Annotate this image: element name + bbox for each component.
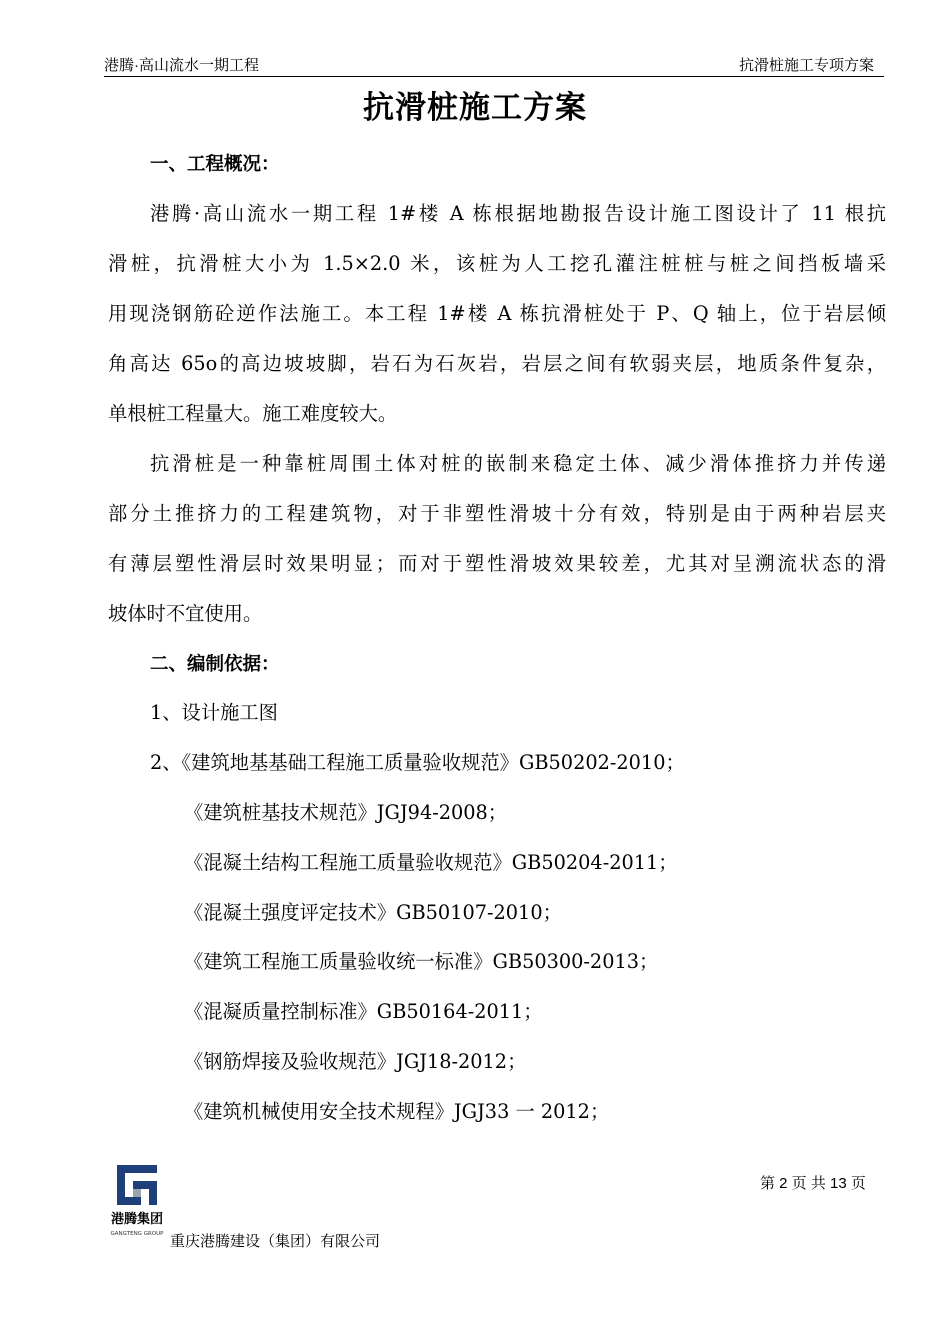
section-heading-basis: 二、编制依据：	[150, 654, 280, 675]
logo-subtext: GANGTENG GROUP	[110, 1231, 164, 1237]
paragraph-line: 用现浇钢筋砼逆作法施工。本工程 1#楼 A 栋抗滑桩处于 P、Q 轴上，位于岩层倾	[108, 302, 886, 325]
basis-item: 2、《建筑地基基础工程施工质量验收规范》GB50202-2010；	[150, 751, 685, 774]
reference-item: 《建筑工程施工质量验收统一标准》GB50300-2013；	[184, 950, 659, 973]
paragraph-line: 坡体时不宜使用。	[108, 602, 263, 625]
company-logo	[103, 1163, 171, 1245]
header-doc-title: 抗滑桩施工专项方案	[738, 57, 874, 74]
document-title: 抗滑桩施工方案	[363, 90, 587, 126]
paragraph-line: 滑桩，抗滑桩大小为 1.5×2.0 米，该桩为人工挖孔灌注桩桩与桩之间挡板墙采	[108, 252, 886, 275]
page-header	[104, 52, 884, 77]
reference-item: 《建筑机械使用安全技术规程》JGJ33 一 2012；	[184, 1100, 610, 1123]
reference-item: 《混凝质量控制标准》GB50164-2011；	[184, 1000, 543, 1023]
paragraph-line: 抗滑桩是一种靠桩周围土体对桩的嵌制来稳定土体、减少滑体推挤力并传递	[150, 452, 886, 475]
header-project: 港腾·高山流水一期工程	[104, 57, 259, 74]
reference-item: 《混凝土结构工程施工质量验收规范》GB50204-2011；	[184, 851, 678, 874]
paragraph-line: 角高达 65o的高边坡坡脚，岩石为石灰岩，岩层之间有软弱夹层，地质条件复杂，	[108, 352, 886, 375]
basis-item: 1、设计施工图	[150, 701, 278, 724]
section-heading-overview: 一、工程概况：	[150, 154, 280, 175]
paragraph-line: 港腾·高山流水一期工程 1#楼 A 栋根据地勘报告设计施工图设计了 11 根抗	[150, 202, 886, 225]
logo-text: 港腾集团	[110, 1212, 164, 1227]
reference-item: 《钢筋焊接及验收规范》JGJ18-2012；	[184, 1050, 527, 1073]
paragraph-line: 部分土推挤力的工程建筑物，对于非塑性滑坡十分有效，特别是由于两种岩层夹	[108, 502, 886, 525]
company-name: 重庆港腾建设（集团）有限公司	[170, 1233, 381, 1250]
paragraph-line: 单根桩工程量大。施工难度较大。	[108, 402, 398, 425]
page-number: 第 2 页 共 13 页	[760, 1175, 866, 1192]
reference-item: 《建筑桩基技术规范》JGJ94-2008；	[184, 801, 508, 824]
reference-item: 《混凝土强度评定技术》GB50107-2010；	[184, 901, 562, 924]
paragraph-line: 有薄层塑性滑层时效果明显；而对于塑性滑坡效果较差，尤其对呈溯流状态的滑	[108, 552, 886, 575]
